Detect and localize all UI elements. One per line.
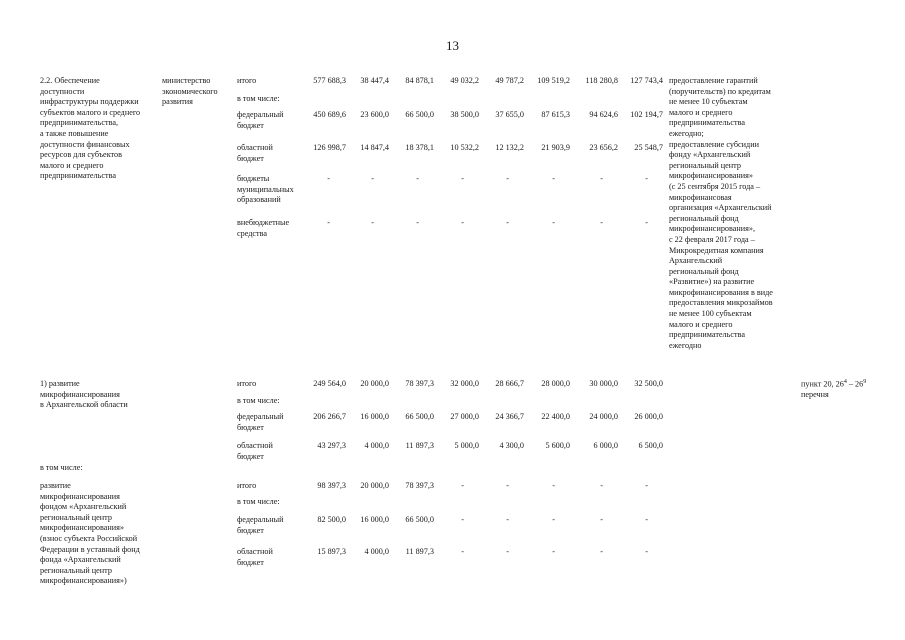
value-cell: - — [506, 174, 509, 183]
value-cell: - — [327, 174, 330, 183]
value-cell: 38 500,0 — [450, 110, 479, 119]
value-cell: - — [371, 174, 374, 183]
value-cell: - — [645, 218, 648, 227]
value-cell: 32 500,0 — [634, 379, 663, 388]
value-cell: 5 000,0 — [454, 441, 479, 450]
value-cell: - — [506, 481, 509, 490]
value-cell: 127 743,4 — [630, 76, 663, 85]
value-cell: 12 132,2 — [495, 143, 524, 152]
executor: министерство экономического развития — [162, 76, 218, 107]
value-cell: 4 000,0 — [364, 547, 389, 556]
value-cell: - — [371, 218, 374, 227]
value-cell: 78 397,3 — [405, 481, 434, 490]
value-cell: - — [461, 547, 464, 556]
page-number: 13 — [446, 38, 459, 53]
value-cell: 24 000,0 — [589, 412, 618, 421]
value-cell: 98 397,3 — [317, 481, 346, 490]
value-cell: - — [645, 547, 648, 556]
value-cell: - — [461, 481, 464, 490]
value-cell: - — [416, 218, 419, 227]
value-cell: - — [552, 174, 555, 183]
source-label: итого — [237, 76, 257, 85]
value-cell: 23 656,2 — [589, 143, 618, 152]
result-text: предоставление гарантий (поручительств) по кредитам не менее 10 субъектам малого и среднего предпринимательства ежегодно; предоставление субсидии фонду «Архангельский региональный центр микрофинансирования» (с 25 сентября 2015 года – микрофинансовая организация «Архангельский региональный фонд микрофинансирования», с 22 февраля 2017 года – Микрокредитная компания Архангельский региональный фонд «Развитие») на развитие микрофинансирования в виде предоставления микрозаймов не менее 100 субъектам малого и среднего предпринимательства ежегодно — [669, 76, 773, 350]
value-cell: - — [461, 218, 464, 227]
value-cell: 26 000,0 — [634, 412, 663, 421]
measure-title: 2.2. Обеспечение доступности инфраструктуры поддержки субъектов малого и среднего предпринимательства, а также повышение доступности финансовых ресурсов для субъектов малого и среднего предпринимательства — [40, 76, 141, 181]
source-label: внебюджетные средства — [237, 218, 290, 238]
ref-prefix: пункт 20, 26 — [801, 379, 844, 389]
ref-sup-2: 9 — [863, 379, 867, 385]
value-cell: 15 897,3 — [317, 547, 346, 556]
source-label: в том числе: — [237, 396, 280, 405]
value-cell: - — [600, 174, 603, 183]
value-cell: 6 000,0 — [593, 441, 618, 450]
value-cell: - — [327, 218, 330, 227]
value-cell: 28 000,0 — [541, 379, 570, 388]
value-cell: 22 400,0 — [541, 412, 570, 421]
source-label: федеральный бюджет — [237, 515, 284, 535]
value-cell: 87 615,3 — [541, 110, 570, 119]
value-cell: 66 500,0 — [405, 110, 434, 119]
list-reference — [801, 377, 901, 401]
value-cell: 4 300,0 — [499, 441, 524, 450]
value-cell: - — [461, 174, 464, 183]
value-cell: 126 998,7 — [313, 143, 346, 152]
measure-title: развитие микрофинансирования фондом «Архангельский региональный центр микрофинансирования» (взнос субъекта Российской Федерации в уставный фонд фонда «Архангельский региональный центр микрофинансирования») — [40, 481, 140, 586]
value-cell: - — [600, 481, 603, 490]
value-cell: 43 297,3 — [317, 441, 346, 450]
source-label: итого — [237, 379, 257, 388]
measure-title: 1) развитие микрофинансирования в Архангельской области — [40, 379, 128, 410]
source-label: областной бюджет — [237, 441, 273, 461]
value-cell: 6 500,0 — [638, 441, 663, 450]
value-cell: 27 000,0 — [450, 412, 479, 421]
value-cell: 49 787,2 — [495, 76, 524, 85]
value-cell: 49 032,2 — [450, 76, 479, 85]
value-cell: 20 000,0 — [360, 481, 389, 490]
value-cell: 24 366,7 — [495, 412, 524, 421]
value-cell: - — [552, 515, 555, 524]
source-label: областной бюджет — [237, 143, 273, 163]
value-cell: 23 600,0 — [360, 110, 389, 119]
value-cell: 82 500,0 — [317, 515, 346, 524]
source-label: в том числе: — [237, 497, 280, 506]
value-cell: - — [600, 515, 603, 524]
value-cell: - — [645, 515, 648, 524]
value-cell: 206 266,7 — [313, 412, 346, 421]
source-label: областной бюджет — [237, 547, 273, 567]
value-cell: 118 280,8 — [585, 76, 618, 85]
value-cell: - — [645, 174, 648, 183]
value-cell: 84 878,1 — [405, 76, 434, 85]
ref-dash: – 26 — [846, 379, 864, 389]
value-cell: 32 000,0 — [450, 379, 479, 388]
value-cell: 16 000,0 — [360, 412, 389, 421]
value-cell: 4 000,0 — [364, 441, 389, 450]
value-cell: 37 655,0 — [495, 110, 524, 119]
value-cell: 109 519,2 — [537, 76, 570, 85]
value-cell: - — [506, 218, 509, 227]
source-label: бюджеты муниципальных образований — [237, 174, 294, 205]
value-cell: 16 000,0 — [360, 515, 389, 524]
ref-sup-1: 4 — [843, 379, 847, 385]
value-cell: - — [506, 515, 509, 524]
value-cell: - — [552, 218, 555, 227]
value-cell: 249 564,0 — [313, 379, 346, 388]
value-cell: 5 600,0 — [545, 441, 570, 450]
value-cell: 25 548,7 — [634, 143, 663, 152]
value-cell: 10 532,2 — [450, 143, 479, 152]
value-cell: 450 689,6 — [313, 110, 346, 119]
value-cell: - — [645, 481, 648, 490]
source-label: в том числе: — [237, 94, 280, 103]
value-cell: - — [600, 547, 603, 556]
value-cell: 94 624,6 — [589, 110, 618, 119]
source-label: итого — [237, 481, 257, 490]
value-cell: 28 666,7 — [495, 379, 524, 388]
value-cell: - — [552, 547, 555, 556]
value-cell: 20 000,0 — [360, 379, 389, 388]
value-cell: 21 903,9 — [541, 143, 570, 152]
source-label: федеральный бюджет — [237, 110, 284, 130]
value-cell: 66 500,0 — [405, 515, 434, 524]
value-cell: 14 847,4 — [360, 143, 389, 152]
value-cell: 30 000,0 — [589, 379, 618, 388]
value-cell: - — [600, 218, 603, 227]
value-cell: 18 378,1 — [405, 143, 434, 152]
value-cell: - — [461, 515, 464, 524]
value-cell: 102 194,7 — [630, 110, 663, 119]
value-cell: 11 897,3 — [405, 441, 434, 450]
value-cell: 577 688,3 — [313, 76, 346, 85]
value-cell: - — [552, 481, 555, 490]
value-cell: - — [506, 547, 509, 556]
source-label: федеральный бюджет — [237, 412, 284, 432]
value-cell: 66 500,0 — [405, 412, 434, 421]
value-cell: - — [416, 174, 419, 183]
ref-suffix: перечня — [801, 390, 829, 400]
including-label: в том числе: — [40, 463, 83, 472]
value-cell: 78 397,3 — [405, 379, 434, 388]
value-cell: 11 897,3 — [405, 547, 434, 556]
value-cell: 38 447,4 — [360, 76, 389, 85]
